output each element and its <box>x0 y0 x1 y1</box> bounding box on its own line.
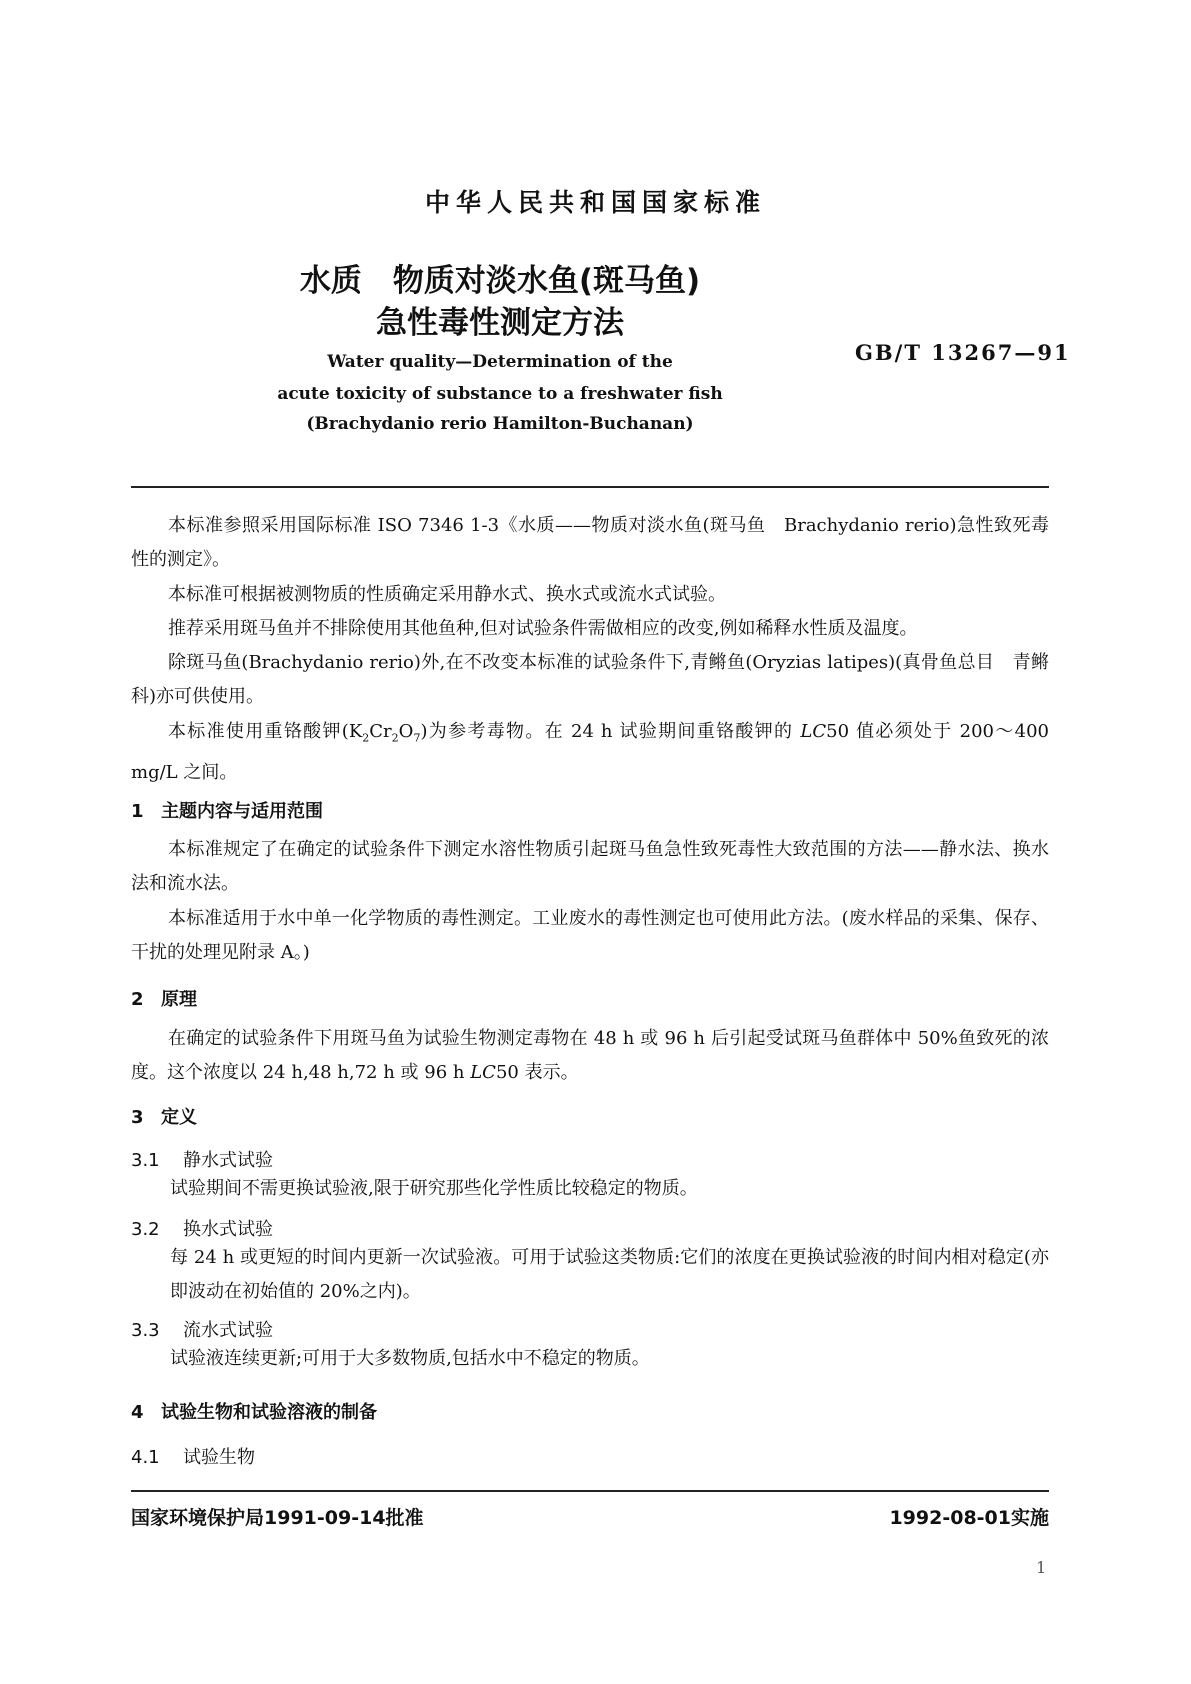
subsection-4-1-heading: 4.1 试验生物 <box>131 1447 255 1468</box>
foreword-paragraph-4: 除斑马鱼(Brachydanio rerio)外,在不改变本标准的试验条件下,青鳉鱼(Oryzias latipes)(真骨鱼总目 青鳉科)亦可供使用。 <box>131 652 1049 707</box>
subsection-3-3-text: 试验液连续更新;可用于大多数物质,包括水中不稳定的物质。 <box>170 1348 650 1369</box>
foreword-paragraph-5: 本标准使用重铬酸钾$(K_2Cr_2O_7)$为参考毒物。在 24 h 试验期间重铬酸钾的 LC50 值必须处于 200～400 mg/L 之间。 <box>131 721 1049 783</box>
section-4-heading: 4 试验生物和试验溶液的制备 <box>131 1402 377 1423</box>
foreword-paragraph-3: 推荐采用斑马鱼并不排除使用其他鱼种,但对试验条件需做相应的改变,例如稀释水性质及温度。 <box>168 618 918 639</box>
foreword-paragraph-1: 本标准参照采用国际标准 ISO 7346 1-3《水质——物质对淡水鱼(斑马鱼 Brachydanio rerio)急性致死毒性的测定》。 <box>131 515 1049 570</box>
section-1-heading: 1 主题内容与适用范围 <box>131 801 323 822</box>
standard-number: GB/T 13267—91 <box>855 340 1071 365</box>
section-2-paragraph-1: 在确定的试验条件下用斑马鱼为试验生物测定毒物在 48 h 或 96 h 后引起受试斑马鱼群体中 50%鱼致死的浓度。这个浓度以 24 h,48 h,72 h 或 96 h LC50 表示。 <box>131 1028 1049 1083</box>
subsection-3-3-heading: 3.3 流水式试验 <box>131 1320 273 1341</box>
top-divider <box>131 486 1049 488</box>
title-en-line2: acute toxicity of substance to a freshwater fish <box>277 384 723 404</box>
subsection-3-1-heading: 3.1 静水式试验 <box>131 1150 273 1171</box>
section-1-paragraph-1: 本标准规定了在确定的试验条件下测定水溶性物质引起斑马鱼急性致死毒性大致范围的方法——静水法、换水法和流水法。 <box>131 839 1049 894</box>
section-3-heading: 3 定义 <box>131 1107 197 1128</box>
subsection-3-2-text: 每 24 h 或更短的时间内更新一次试验液。可用于试验这类物质:它们的浓度在更换试验液的时间内相对稳定(亦即波动在初始值的 20%之内)。 <box>170 1247 1049 1302</box>
implementation-date: 1992-08-01实施 <box>889 1507 1049 1529</box>
footer-divider <box>131 1490 1049 1492</box>
title-en-line3: (Brachydanio rerio Hamilton-Buchanan) <box>306 414 694 434</box>
title-en-line1: Water quality—Determination of the <box>327 352 673 372</box>
title-cn-line2: 急性毒性测定方法 <box>376 305 624 341</box>
approval-date: 国家环境保护局1991-09-14批准 <box>131 1507 424 1529</box>
page-number: 1 <box>1036 1558 1047 1577</box>
section-1-paragraph-2: 本标准适用于水中单一化学物质的毒性测定。工业废水的毒性测定也可使用此方法。(废水样品的采集、保存、干扰的处理见附录 A。) <box>131 908 1049 963</box>
title-cn-line1: 水质 物质对淡水鱼(斑马鱼) <box>299 263 701 299</box>
subsection-3-1-text: 试验期间不需更换试验液,限于研究那些化学性质比较稳定的物质。 <box>170 1178 698 1199</box>
national-standard-header: 中华人民共和国国家标准 <box>424 188 766 217</box>
subsection-3-2-heading: 3.2 换水式试验 <box>131 1219 273 1240</box>
section-2-heading: 2 原理 <box>131 989 197 1010</box>
foreword-paragraph-2: 本标准可根据被测物质的性质确定采用静水式、换水式或流水式试验。 <box>168 584 726 605</box>
